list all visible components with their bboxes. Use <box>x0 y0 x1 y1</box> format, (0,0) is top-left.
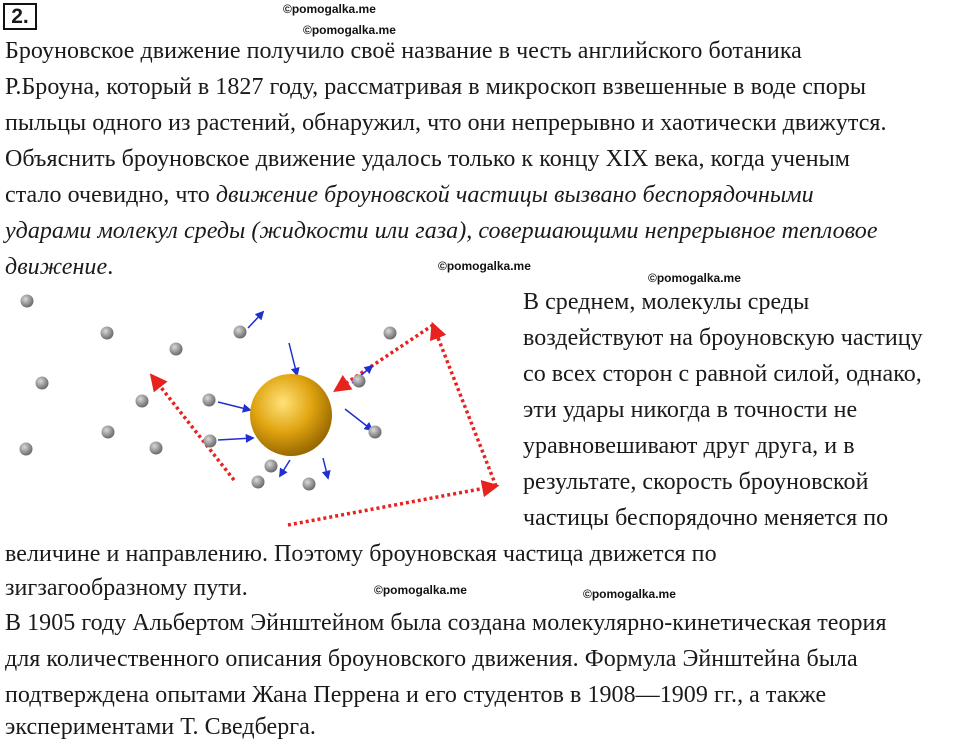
text-line: результате, скорость броуновской <box>523 469 869 495</box>
text-segment: стало очевидно, что <box>5 182 216 208</box>
text-line: для количественного описания броуновского движения. Формула Эйнштейна была <box>5 646 858 672</box>
brownian-motion-diagram <box>0 285 515 540</box>
brownian-particle <box>250 374 332 456</box>
watermark: ©pomogalka.me <box>283 2 376 16</box>
text-line: частицы беспорядочно меняется по <box>523 505 889 531</box>
italic-definition: ударами молекул среды (жидкости или газа), совершающими непрерывное тепловое <box>5 218 878 244</box>
text-line: воздействуют на броуновскую частицу <box>523 325 923 351</box>
text-line: Броуновское движение получило своё название в честь английского ботаника <box>5 38 802 64</box>
text-line: Объяснить броуновское движение удалось только к концу XIX века, когда ученым <box>5 146 851 172</box>
task-number: 2. <box>3 3 37 30</box>
text-line: уравновешивают друг друга, и в <box>523 433 855 459</box>
text-line: зигзагообразному пути. <box>5 575 248 601</box>
text-segment: . <box>107 254 114 280</box>
text-line: В среднем, молекулы среды <box>523 289 810 315</box>
text-line: пыльцы одного из растений, обнаружил, что они непрерывно и хаотически движутся. <box>5 110 887 136</box>
text-line: В 1905 году Альбертом Эйнштейном была создана молекулярно-кинетическая теория <box>5 610 887 636</box>
text-line: подтверждена опытами Жана Перрена и его студентов в 1908—1909 гг., а также <box>5 682 827 708</box>
watermark: ©pomogalka.me <box>648 271 741 285</box>
italic-definition: движение <box>5 254 108 280</box>
text-line: величине и направлению. Поэтому броуновская частица движется по <box>5 541 717 567</box>
text-line: Р.Броуна, который в 1827 году, рассматривая в микроскоп взвешенные в воде споры <box>5 74 867 100</box>
text-line <box>5 180 814 210</box>
watermark: ©pomogalka.me <box>583 587 676 601</box>
text-line: со всех сторон с равной силой, однако, <box>523 361 922 387</box>
italic-definition: движение броуновской частицы вызвано беспорядочными <box>215 182 814 208</box>
text-line: эти удары никогда в точности не <box>523 397 858 423</box>
text-line: экспериментами Т. Сведберга. <box>5 714 316 740</box>
text-line <box>5 252 113 282</box>
watermark: ©pomogalka.me <box>303 23 396 37</box>
watermark: ©pomogalka.me <box>438 259 531 273</box>
watermark: ©pomogalka.me <box>374 583 467 597</box>
medium-molecules <box>20 295 397 491</box>
